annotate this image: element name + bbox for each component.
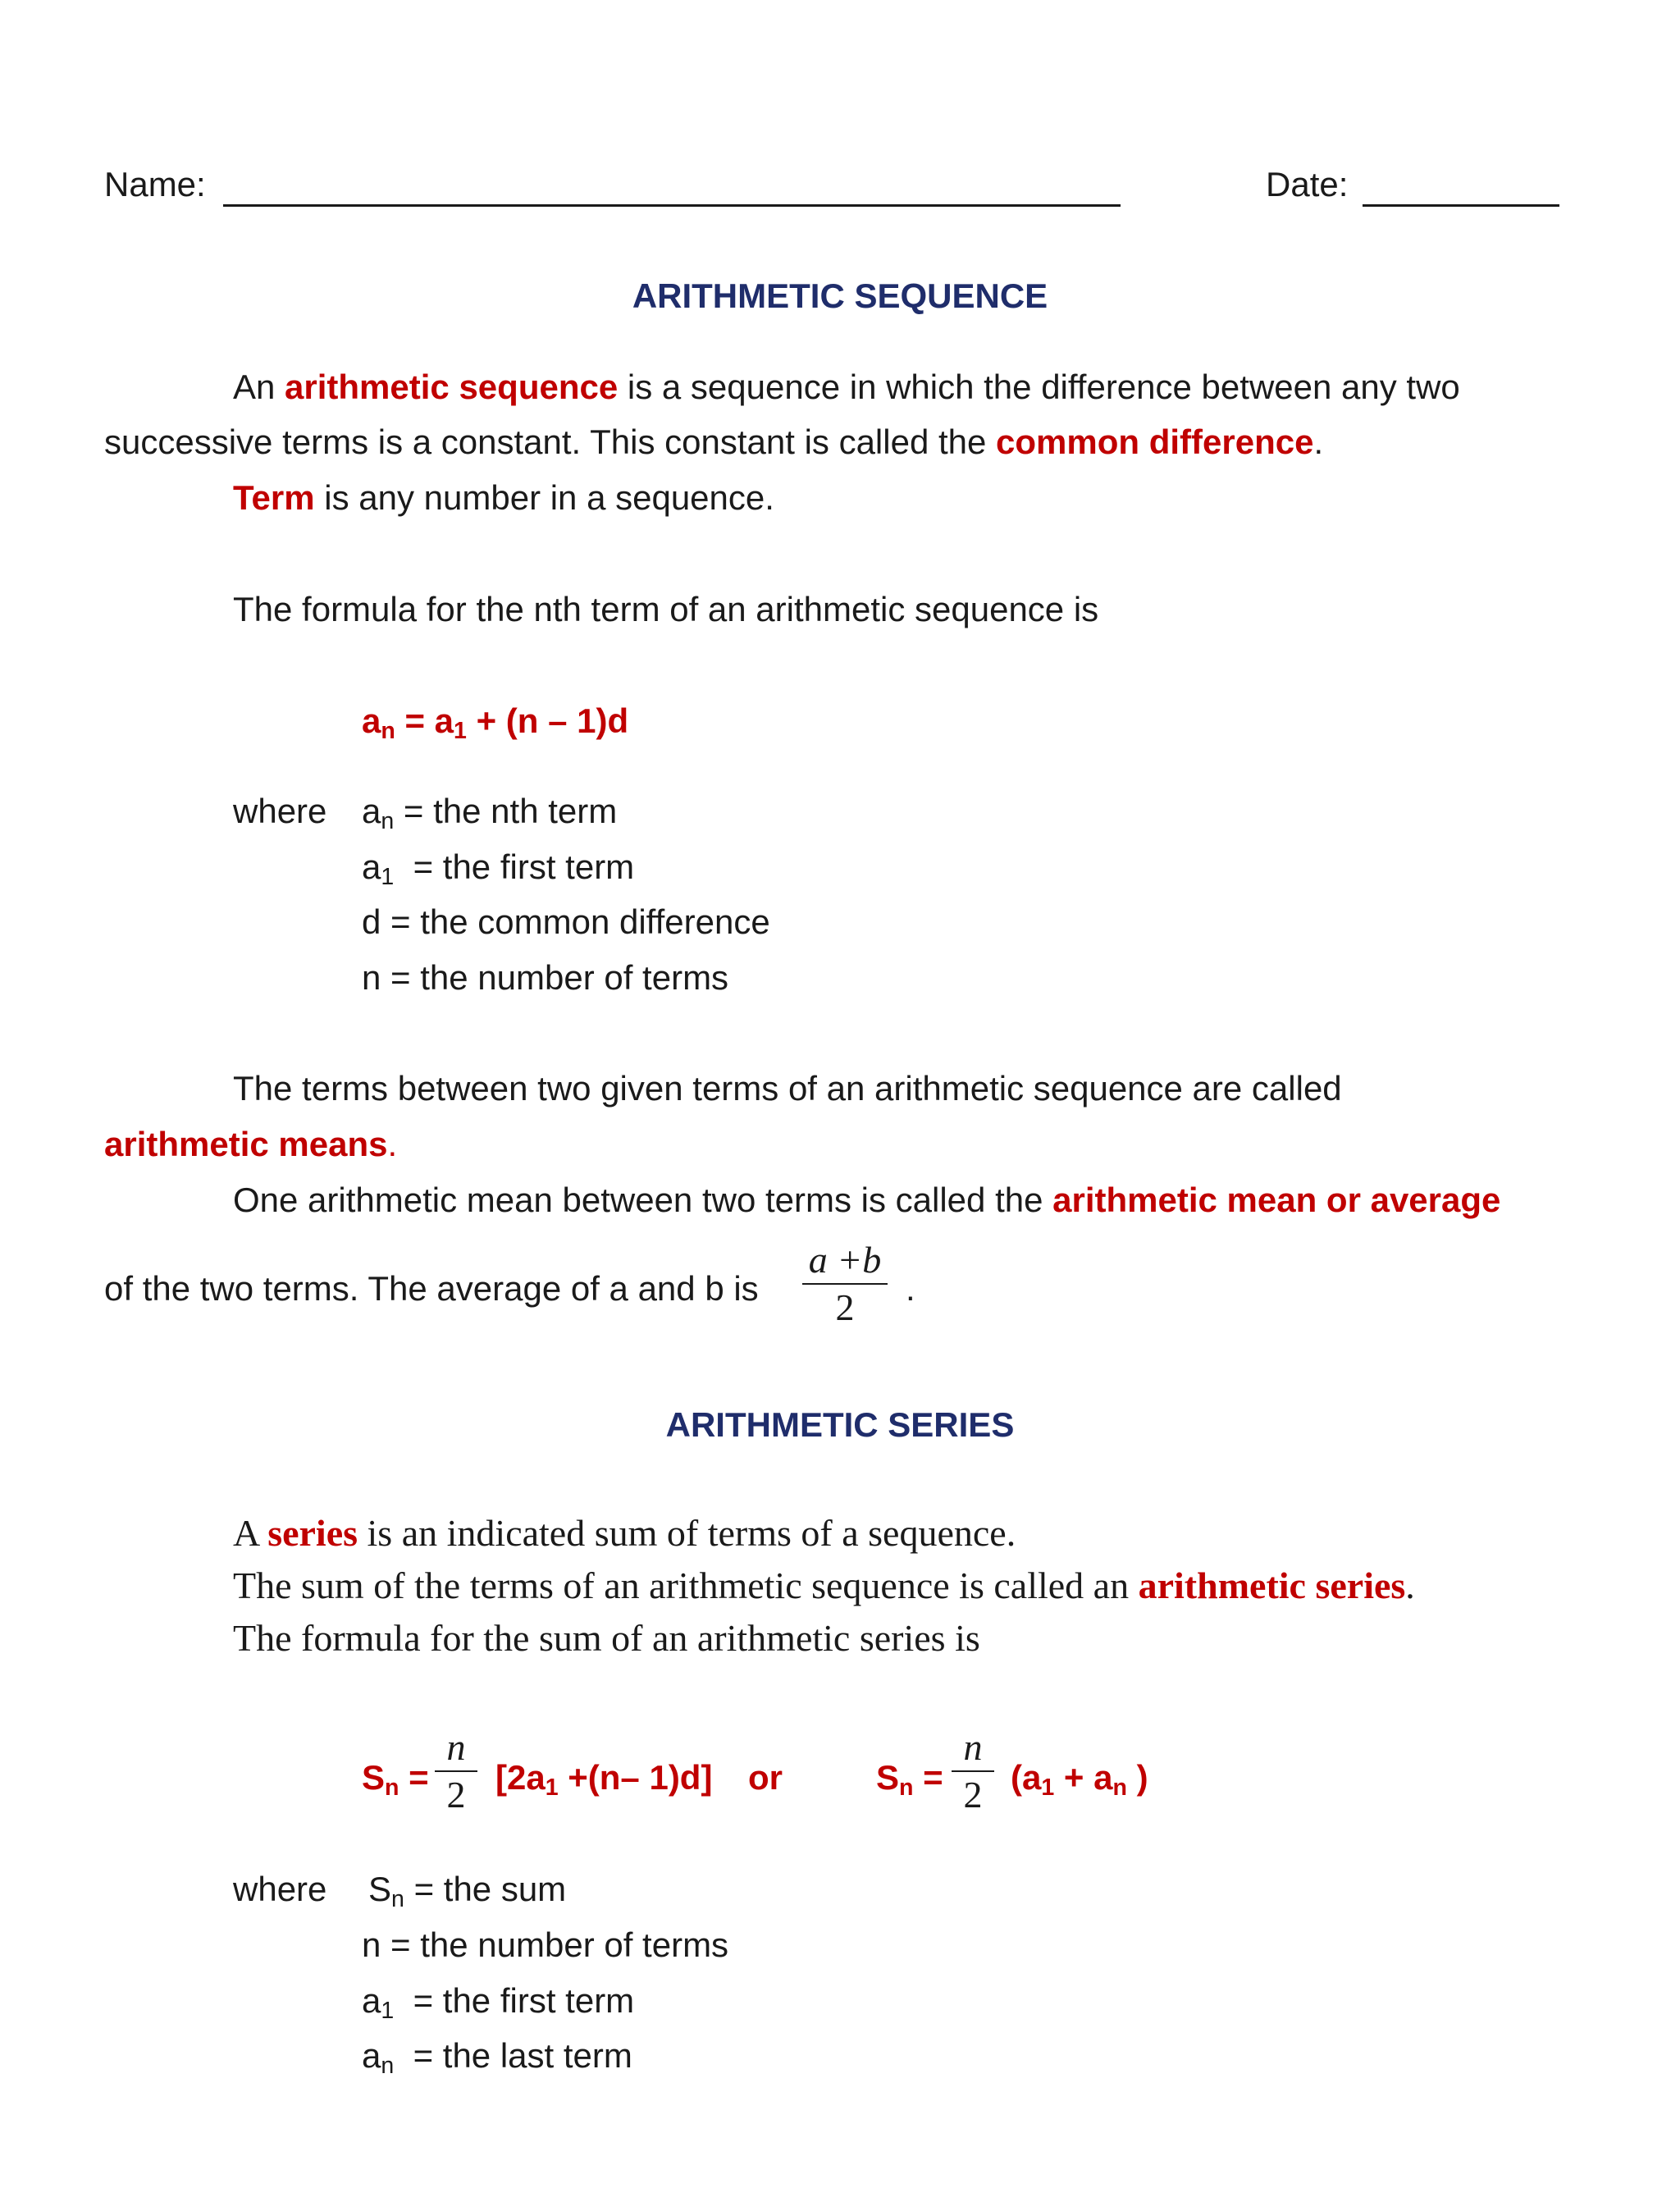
series-line-1: A series is an indicated sum of terms of a sequence.: [233, 1512, 1016, 1554]
definition-line-2: successive terms is a constant. This constant is called the common difference.: [104, 422, 1324, 461]
definition-last-term: $a_n$ = the last term: [362, 2036, 632, 2080]
means-line-1: The terms between two given terms of an arithmetic sequence are called: [233, 1069, 1342, 1108]
term-common-difference: common difference: [996, 422, 1314, 461]
definition-d: d = the common difference: [362, 902, 770, 941]
definition-n: n = the number of terms: [362, 958, 729, 997]
average-fraction-denominator: 2: [835, 1286, 855, 1329]
means-line-2: arithmetic means.: [104, 1125, 398, 1163]
section-title-arithmetic-sequence: ARITHMETIC SEQUENCE: [632, 276, 1048, 315]
definition-first-term: $a_1$ = the first term: [362, 1981, 635, 2025]
term-arithmetic-series: arithmetic series: [1138, 1564, 1406, 1606]
definition-a1: $a_1$ = the first term: [362, 847, 635, 891]
average-fraction-numerator: a +b: [808, 1239, 882, 1281]
term-arithmetic-means: arithmetic means: [104, 1125, 388, 1163]
series-line-2: The sum of the terms of an arithmetic sequence is called an arithmetic series.: [233, 1564, 1415, 1606]
average-fraction: [802, 1240, 888, 1328]
date-blank-line[interactable]: [1363, 204, 1559, 207]
definition-n-terms: n = the number of terms: [362, 1925, 729, 1964]
term-term: Term: [233, 478, 315, 517]
sum-formula-1-expression: [$2a_1 +(n-$ 1)d]: [495, 1758, 713, 1802]
fraction-bar: [802, 1283, 888, 1285]
name-label: Name:: [104, 165, 206, 203]
definition-line-1: An arithmetic sequence is a sequence in which the difference between any two: [233, 368, 1460, 406]
or-label: or: [748, 1758, 783, 1797]
term-arithmetic-sequence: arithmetic sequence: [285, 368, 619, 406]
sum-formula-2-fraction: n 2: [952, 1728, 994, 1816]
sum-formula-2-expression: ($a_1 + a_n$ ): [1011, 1758, 1148, 1802]
sum-formula-1-lhs: $S_n$ =: [362, 1758, 429, 1802]
nth-term-formula: $a_n = a_1 + (n - 1)d$: [362, 701, 629, 745]
average-period: .: [906, 1269, 915, 1308]
where-label-2: where: [233, 1870, 327, 1908]
series-line-3: The formula for the sum of an arithmetic series is: [233, 1617, 980, 1659]
term-series: series: [267, 1512, 358, 1554]
name-blank-line[interactable]: [223, 204, 1121, 207]
where-label-1: where: [233, 792, 327, 830]
term-arithmetic-mean-or-average: arithmetic mean or average: [1052, 1181, 1501, 1219]
definition-an: $a_n$ = the nth term: [362, 792, 618, 835]
date-label: Date:: [1266, 165, 1349, 203]
section-title-arithmetic-series: ARITHMETIC SERIES: [665, 1405, 1015, 1444]
term-definition: Term is any number in a sequence.: [233, 478, 774, 517]
sum-formula-2-lhs: $S_n$ =: [876, 1758, 943, 1802]
mean-line: One arithmetic mean between two terms is called the arithmetic mean or average: [233, 1181, 1501, 1219]
sum-formula-1-fraction: n 2: [435, 1728, 477, 1816]
formula-intro: The formula for the nth term of an arithmetic sequence is: [233, 590, 1099, 628]
definition-sn: $S_n$ = the sum: [368, 1870, 567, 1913]
average-line: of the two terms. The average of a and b is: [104, 1269, 759, 1308]
